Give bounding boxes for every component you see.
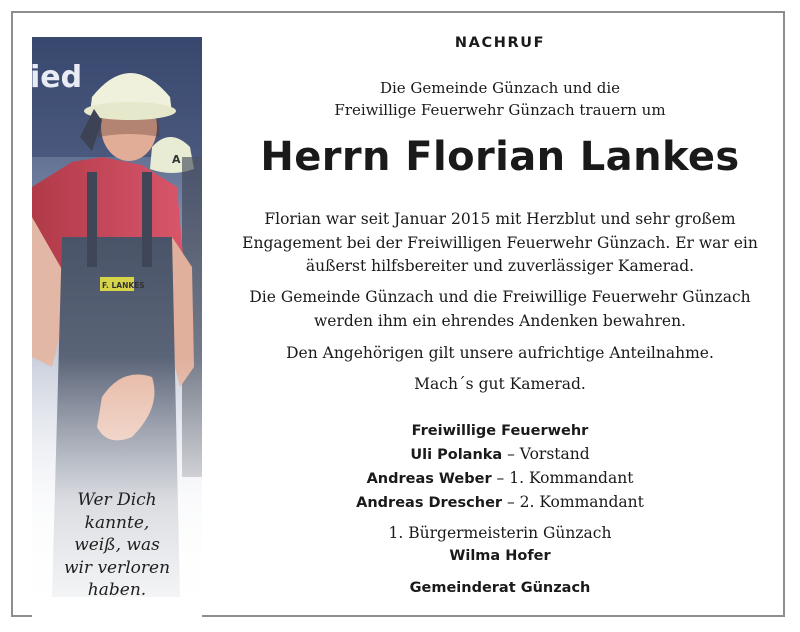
signatory-role: – 2. Kommandant	[502, 493, 644, 511]
signatory-mayor	[210, 522, 790, 568]
quote-line: Wer Dich	[77, 490, 157, 510]
intro-text	[210, 77, 790, 121]
mayor-name: Wilma Hofer	[449, 548, 551, 564]
deceased-name: Herrn Florian Lankes	[260, 134, 740, 180]
signatory-line	[210, 491, 790, 515]
signatory-name: Uli Polanka	[410, 447, 503, 463]
intro-line: Die Gemeinde Günzach und die	[379, 79, 621, 97]
remembrance-line: Die Gemeinde Günzach und die Freiwillige Feuerwehr Günzach	[249, 288, 751, 306]
signatory-line	[210, 467, 790, 491]
signatory-role: – Vorstand	[502, 445, 590, 463]
quote-line: wir verloren	[63, 557, 171, 578]
memorial-quote	[32, 489, 202, 602]
signatory-name: Andreas Drescher	[356, 495, 503, 511]
intro-line: Freiwillige Feuerwehr Günzach trauern um	[334, 101, 666, 119]
signatory-council: Gemeinderat Günzach	[409, 580, 591, 596]
quote-line: haben.	[87, 580, 147, 600]
signatory-name: Andreas Weber	[366, 471, 492, 487]
signatories-fire-brigade	[210, 420, 790, 515]
obituary-heading: NACHRUF	[454, 35, 546, 51]
quote-line: weiß, was	[74, 535, 160, 555]
tribute-line: Florian war seit Januar 2015 mit Herzblut und sehr großem	[264, 210, 736, 228]
mayor-title: 1. Bürgermeisterin Günzach	[388, 524, 612, 542]
tribute-line: Engagement bei der Freiwilligen Feuerwehr Günzach. Er war ein	[242, 233, 758, 252]
firefighter-photo	[32, 37, 202, 618]
tribute-paragraph	[210, 208, 790, 279]
remembrance-paragraph	[210, 286, 790, 333]
signatory-line	[210, 443, 790, 467]
condolence-text: Den Angehörigen gilt unsere aufrichtige Anteilnahme.	[286, 344, 714, 362]
signatory-role: – 1. Kommandant	[491, 469, 634, 487]
remembrance-line: werden ihm ein ehrendes Andenken bewahren.	[314, 311, 686, 330]
quote-line: kannte,	[84, 512, 150, 533]
farewell-text: Mach´s gut Kamerad.	[414, 375, 586, 393]
tribute-line: äußerst hilfsbereiter und zuverlässiger Kamerad.	[305, 257, 695, 275]
signatory-org: Freiwillige Feuerwehr	[411, 423, 589, 439]
